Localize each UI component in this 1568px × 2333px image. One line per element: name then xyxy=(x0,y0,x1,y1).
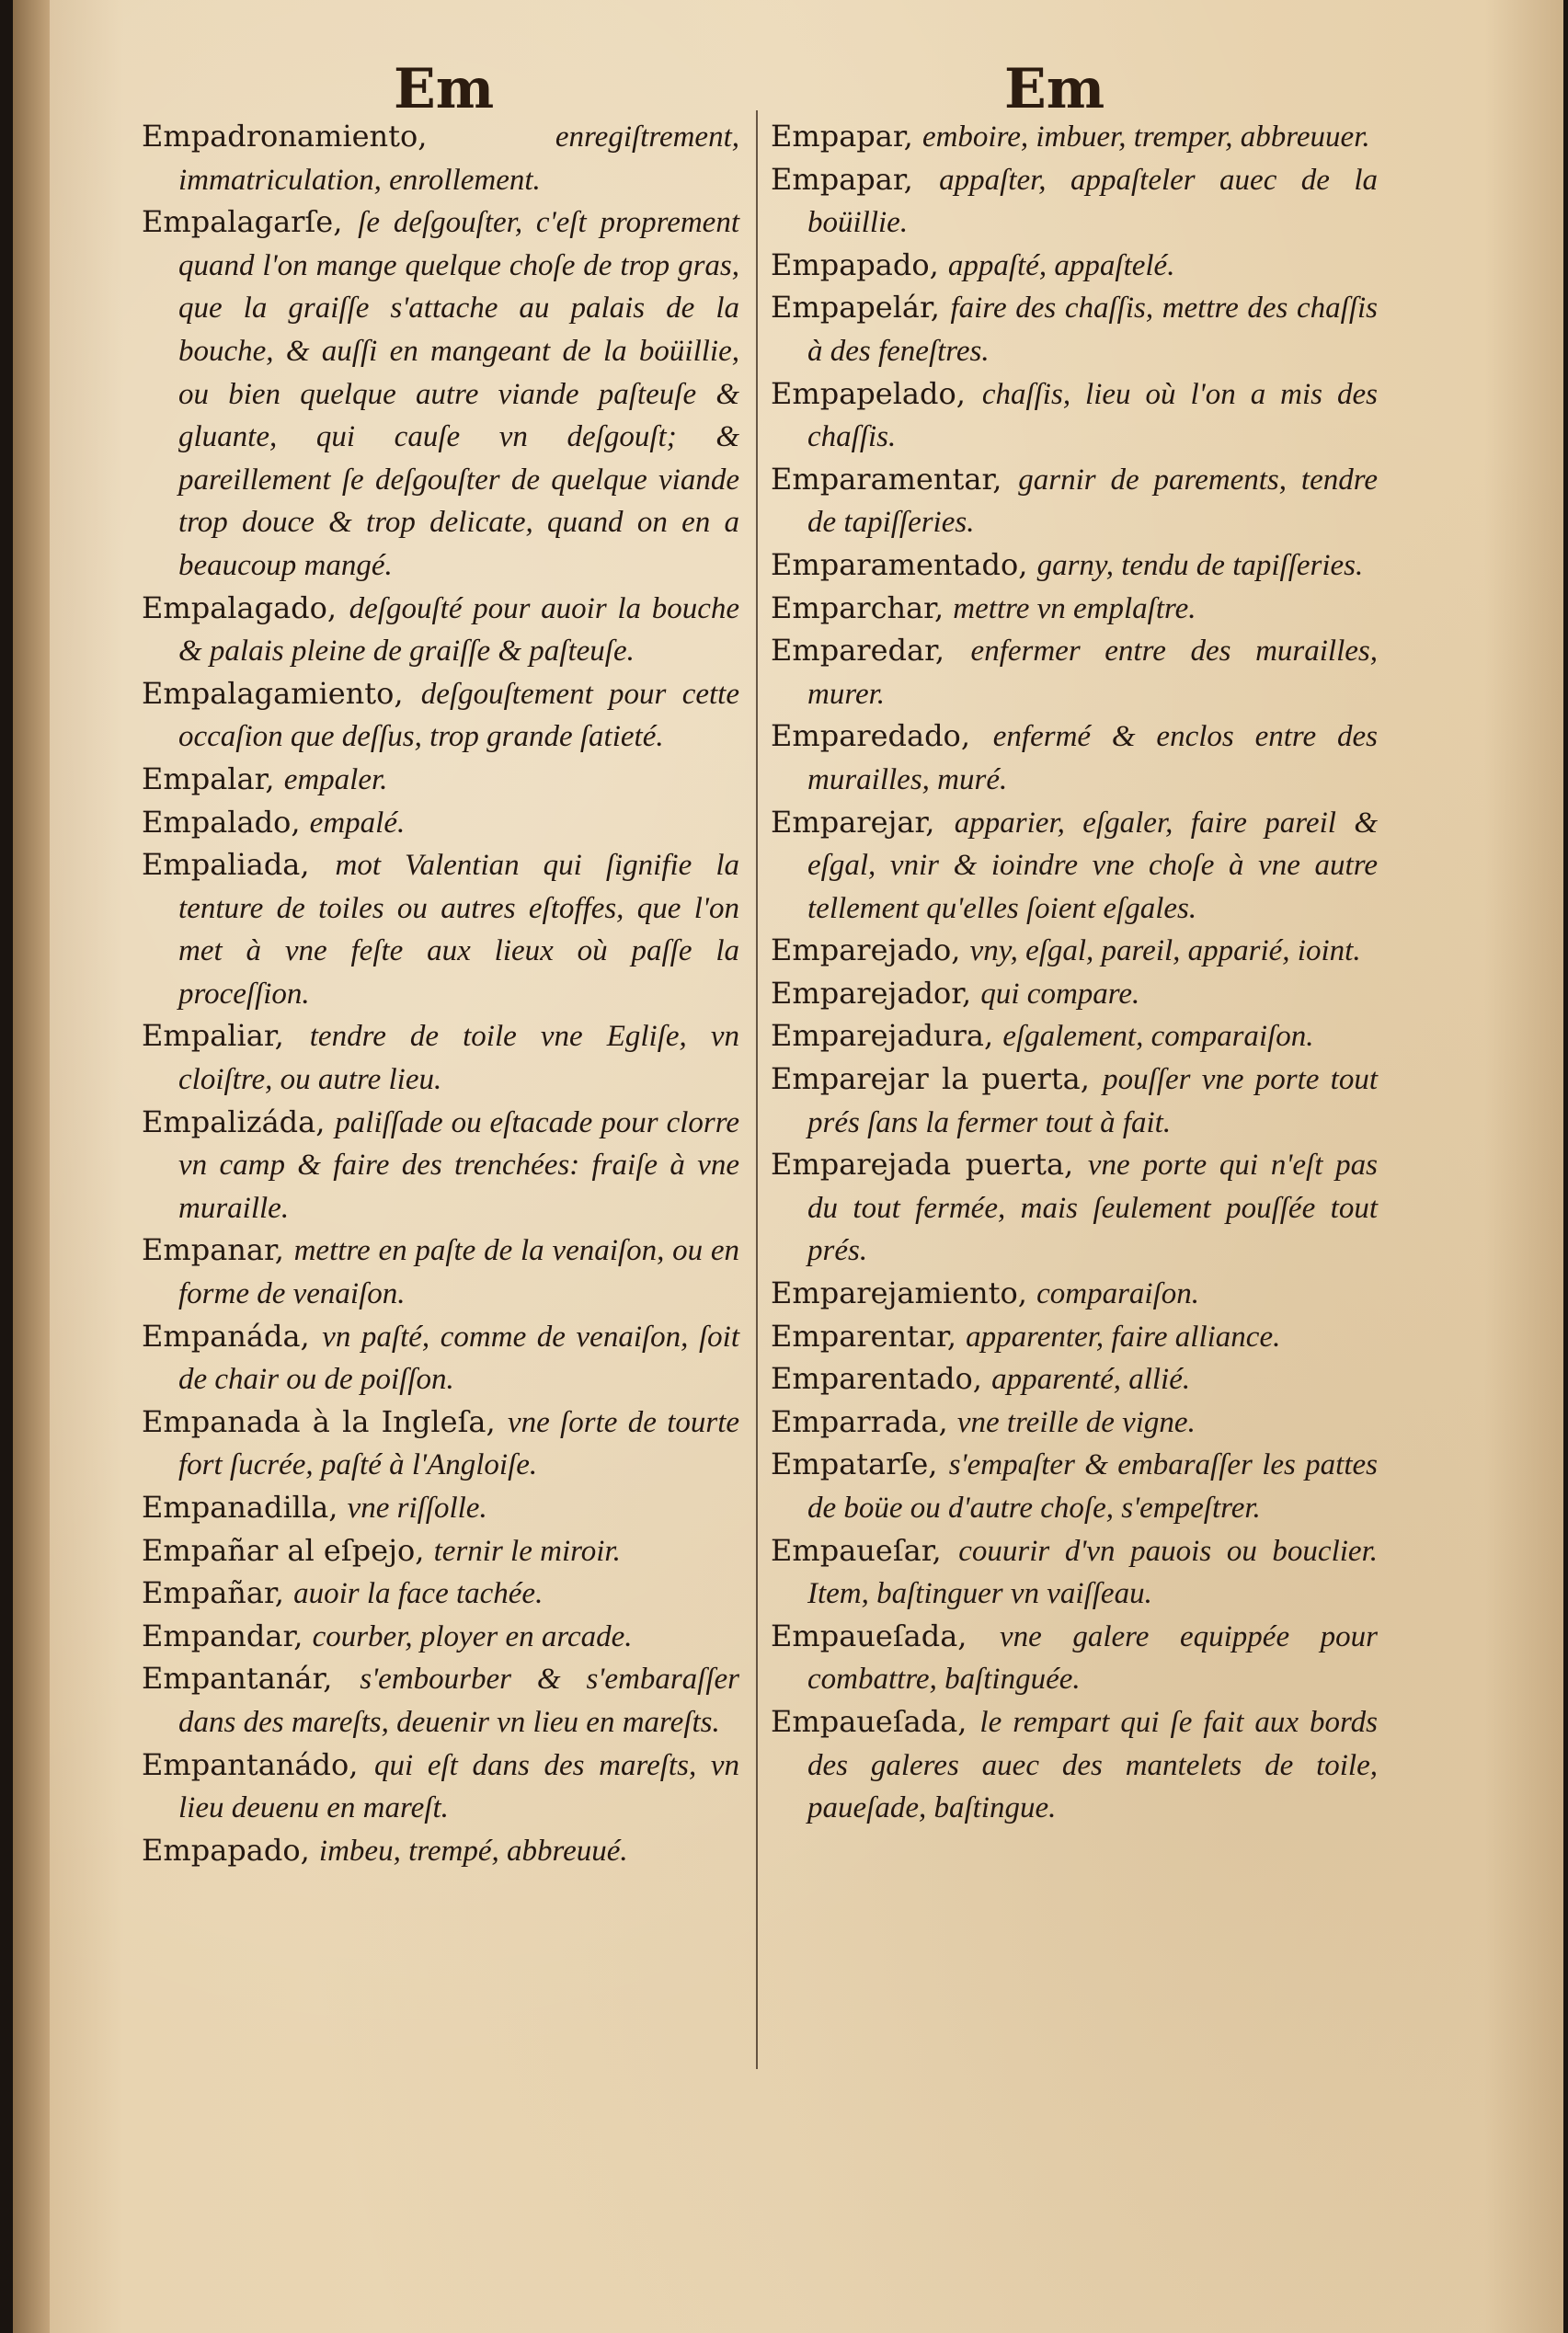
entry-definition: mettre vn emplaſtre. xyxy=(953,591,1196,625)
entry-headword: Emparchar xyxy=(771,589,934,625)
book-page xyxy=(13,0,1563,2333)
entry-definition: ſe deſgouſter, c'eſt proprement quand l'on mange quelque choſe de trop gras, que la graiſſe s'attache au palais de la bouche, & auſſi en mangeant de la boüillie, ou bien quelque autre viande paſteuſe & gluante, qui cauſe vn deſgouſt; & pareillement ſe deſgouſter de quelque viande trop douce & trop delicate, quand on en a beaucoup mangé. xyxy=(178,206,739,582)
entry-definition: eſgalement, comparaiſon. xyxy=(1002,1020,1314,1054)
entry-definition: auoir la face tachée. xyxy=(293,1577,544,1611)
entry-headword: Emparejar xyxy=(771,804,926,840)
entry-definition: mettre en paſte de la venaiſon, ou en forme de venaiſon. xyxy=(178,1234,739,1311)
entry-definition: appaſté, appaſtelé. xyxy=(947,248,1175,282)
entry-headword: Empantanár xyxy=(142,1661,324,1697)
entry-definition: qui compare. xyxy=(980,977,1140,1011)
entry-headword: Empanar xyxy=(142,1232,275,1268)
entry-definition: emboire, imbuer, tremper, abbreuuer. xyxy=(921,120,1370,154)
dictionary-entry: Emparrada, vne treille de vigne. xyxy=(771,1403,1196,1439)
entry-definition: ternir le miroir. xyxy=(433,1534,621,1568)
entry-headword: Empanada à la Ingleſa xyxy=(142,1403,486,1439)
entry-definition: vn paſté, comme de venaiſon, ſoit de chair ou de poiſſon. xyxy=(178,1320,740,1397)
entry-definition: empalé. xyxy=(309,806,406,840)
entry-headword: Emparamentado xyxy=(771,546,1019,582)
dictionary-entry: Empanáda, vn paſté, comme de venaiſon, ſoit de chair ou de poiſſon. xyxy=(142,1318,740,1397)
entry-definition: tendre de toile vne Egliſe, vn cloiſtre, ou autre lieu. xyxy=(178,1020,739,1097)
entry-definition: mot Valentian qui ſignifie la tenture de toiles ou autres eſtoffes, que l'on met à vne feſte aux lieux où paſſe la proceſſion. xyxy=(178,849,740,1011)
entry-definition: appaſter, appaſteler auec de la boüillie. xyxy=(807,163,1379,240)
entry-definition: imbeu, trempé, abbreuué. xyxy=(318,1834,628,1868)
dictionary-entry: Empanada à la Ingleſa, vne ſorte de tourte fort ſucrée, paſté à l'Angloiſe. xyxy=(142,1403,740,1482)
dictionary-entry: Emparedar, enfermer entre des murailles, murer. xyxy=(771,633,1378,711)
entry-headword: Empañar xyxy=(142,1575,275,1611)
entry-headword: Empalagado xyxy=(142,589,327,625)
dictionary-entry: Emparejar la puerta, pouſſer vne porte tout prés ſans la fermer tout à fait. xyxy=(771,1061,1379,1139)
entry-definition: vne porte qui n'eſt pas du tout fermée, mais ſeulement pouſſée tout prés. xyxy=(807,1149,1379,1268)
entry-headword: Empaliar xyxy=(142,1018,275,1054)
entry-headword: Empapelár xyxy=(771,290,931,326)
entry-headword: Empandar xyxy=(142,1618,294,1653)
dictionary-entry: Empañar al eſpejo, ternir le miroir. xyxy=(142,1532,621,1568)
entry-definition: deſgouſtement pour cette occaſion que deſſus, trop grande ſatieté. xyxy=(178,677,739,754)
entry-headword: Empantanádo xyxy=(142,1746,349,1782)
entry-headword: Empapelado xyxy=(771,375,956,411)
entry-headword: Empalagamiento xyxy=(142,675,395,711)
dictionary-entry: Empaueſada, vne galere equippée pour combattre, baſtinguée. xyxy=(771,1618,1379,1697)
entry-headword: Emparejar la puerta xyxy=(771,1061,1081,1097)
entry-headword: Empalado xyxy=(142,804,292,840)
dictionary-entry: Empalagado, deſgouſté pour auoir la bouche & palais pleine de graiſſe & paſteuſe. xyxy=(142,589,739,669)
dictionary-entry: Emparejado, vny, eſgal, pareil, apparié, ioint. xyxy=(771,932,1361,968)
entry-definition: enfermer entre des murailles, murer. xyxy=(807,635,1378,711)
right-column xyxy=(771,116,1378,1830)
entry-definition: vne ſorte de tourte fort ſucrée, paſté à l'Angloiſe. xyxy=(178,1405,740,1482)
entry-definition: apparenté, allié. xyxy=(991,1363,1191,1397)
dictionary-entry: Emparejada puerta, vne porte qui n'eſt pas du tout fermée, mais ſeulement pouſſée tout prés. xyxy=(771,1147,1379,1268)
dictionary-entry: Empapelado, chaſſis, lieu où l'on a mis des chaſſis. xyxy=(771,375,1378,454)
dictionary-entry: Empalar, empaler. xyxy=(142,761,388,796)
dictionary-entry: Empapado, appaſté, appaſtelé. xyxy=(771,246,1175,282)
entry-headword: Empaueſada xyxy=(771,1618,958,1653)
entry-headword: Emparamentar xyxy=(771,461,993,497)
entry-headword: Emparedado xyxy=(771,718,961,754)
dictionary-entry: Empaueſar, couurir d'vn pauois ou bouclier. Item, baſtinguer vn vaiſſeau. xyxy=(771,1532,1379,1611)
entry-headword: Empanáda xyxy=(142,1318,301,1354)
dictionary-entry: Empaueſada, le rempart qui ſe fait aux bords des galeres auec des mantelets de toile, paueſade, baſtingue. xyxy=(771,1703,1378,1825)
dictionary-entry: Empaliada, mot Valentian qui ſignifie la tenture de toiles ou autres eſtoffes, que l'on met à vne feſte aux lieux où paſſe la proceſſion. xyxy=(142,847,740,1011)
entry-headword: Emparentado xyxy=(771,1361,973,1397)
entry-headword: Empalar xyxy=(142,761,266,796)
entry-definition: courber, ployer en arcade. xyxy=(312,1619,633,1653)
entry-headword: Empaueſada xyxy=(771,1703,958,1739)
dictionary-entry: Empalizáda, paliſſade ou eſtacade pour clorre vn camp & faire des trenchées: fraiſe à vne muraille. xyxy=(142,1104,739,1225)
entry-headword: Emparentar xyxy=(771,1318,947,1354)
entry-headword: Emparrada xyxy=(771,1403,939,1439)
entry-definition: deſgouſté pour auoir la bouche & palais pleine de graiſſe & paſteuſe. xyxy=(178,591,739,669)
entry-definition: vne galere equippée pour combattre, baſtinguée. xyxy=(807,1619,1379,1697)
entry-definition: empaler. xyxy=(283,762,388,796)
dictionary-entry: Empapar, emboire, imbuer, tremper, abbreuuer. xyxy=(771,119,1370,154)
entry-definition: enregiſtrement, immatriculation, enrollement. xyxy=(178,120,739,197)
entry-definition: apparenter, faire alliance. xyxy=(966,1320,1281,1354)
entry-definition: garny, tendu de tapiſſeries. xyxy=(1036,548,1364,582)
dictionary-entry: Empantanádo, qui eſt dans des mareſts, vn lieu deuenu en mareſt. xyxy=(142,1746,740,1825)
dictionary-entry: Emparentar, apparenter, faire alliance. xyxy=(771,1318,1281,1354)
dictionary-entry: Empatarſe, s'empaſter & embaraſſer les pattes de boüe ou d'autre choſe, s'empeſtrer. xyxy=(771,1447,1378,1525)
entry-definition: paliſſade ou eſtacade pour clorre vn camp & faire des trenchées: fraiſe à vne muraille. xyxy=(178,1105,739,1225)
dictionary-entry: Empalado, empalé. xyxy=(142,804,406,840)
dictionary-entry: Empapado, imbeu, trempé, abbreuué. xyxy=(142,1832,628,1868)
entry-definition: s'empaſter & embaraſſer les pattes de boüe ou d'autre choſe, s'empeſtrer. xyxy=(807,1448,1378,1525)
entry-definition: vny, eſgal, pareil, apparié, ioint. xyxy=(969,934,1361,968)
entry-definition: vne treille de vigne. xyxy=(956,1405,1196,1439)
entry-definition: couurir d'vn pauois ou bouclier. Item, baſtinguer vn vaiſſeau. xyxy=(807,1534,1379,1611)
entry-definition: chaſſis, lieu où l'on a mis des chaſſis. xyxy=(807,377,1378,454)
entry-headword: Empaliada xyxy=(142,847,301,883)
entry-definition: garnir de parements, tendre de tapiſſeries. xyxy=(807,463,1378,540)
entry-definition: pouſſer vne porte tout prés ſans la fermer tout à fait. xyxy=(807,1063,1379,1139)
entry-definition: comparaiſon. xyxy=(1036,1277,1200,1311)
entry-definition: faire des chaſſis, mettre des chaſſis à des feneſtres. xyxy=(807,292,1378,368)
entry-definition: le rempart qui ſe fait aux bords des galeres auec des mantelets de toile, paueſade, baſtingue. xyxy=(807,1705,1378,1825)
entry-headword: Empaueſar xyxy=(771,1532,933,1568)
left-column xyxy=(142,116,739,1872)
dictionary-entry: Emparejadura, eſgalement, comparaiſon. xyxy=(771,1018,1314,1054)
entry-headword: Empatarſe xyxy=(771,1447,929,1482)
dictionary-entry: Emparchar, mettre vn emplaſtre. xyxy=(771,589,1196,625)
entry-headword: Empadronamiento xyxy=(142,119,418,154)
dictionary-entry: Empanadilla, vne riſſolle. xyxy=(142,1490,487,1525)
entry-headword: Empapado xyxy=(142,1832,301,1868)
entry-definition: apparier, eſgaler, faire pareil & eſgal, vnir & ioindre vne choſe à vne autre tellement qu'elles ſoient eſgales. xyxy=(807,806,1379,925)
entry-headword: Emparejado xyxy=(771,932,952,968)
entry-headword: Empapar xyxy=(771,119,904,154)
page-gutter-shadow xyxy=(13,0,50,2333)
dictionary-entry: Emparentado, apparenté, allié. xyxy=(771,1361,1191,1397)
entry-headword: Empalagarſe xyxy=(142,204,334,240)
entry-headword: Emparejador xyxy=(771,975,963,1011)
entry-definition: qui eſt dans des mareſts, vn lieu deuenu en mareſt. xyxy=(178,1748,740,1825)
entry-headword: Empanadilla xyxy=(142,1490,329,1525)
entry-definition: enfermé & enclos entre des murailles, muré. xyxy=(807,720,1379,796)
dictionary-entry: Empadronamiento, enregiſtrement, immatriculation, enrollement. xyxy=(142,119,739,197)
entry-headword: Empapar xyxy=(771,161,904,197)
dictionary-entry: Empapelár, faire des chaſſis, mettre des chaſſis à des feneſtres. xyxy=(771,290,1378,368)
entry-headword: Empañar al eſpejo xyxy=(142,1532,416,1568)
dictionary-entry: Empanar, mettre en paſte de la venaiſon, ou en forme de venaiſon. xyxy=(142,1232,739,1311)
entry-headword: Emparejada puerta xyxy=(771,1147,1065,1183)
dictionary-entry: Emparedado, enfermé & enclos entre des murailles, muré. xyxy=(771,718,1379,796)
dictionary-entry: Empañar, auoir la face tachée. xyxy=(142,1575,544,1611)
dictionary-entry: Empaliar, tendre de toile vne Egliſe, vn cloiſtre, ou autre lieu. xyxy=(142,1018,739,1097)
running-header-right: Em xyxy=(1004,57,1105,121)
dictionary-entry: Empandar, courber, ployer en arcade. xyxy=(142,1618,633,1653)
entry-headword: Empalizáda xyxy=(142,1104,316,1139)
entry-definition: vne riſſolle. xyxy=(347,1492,487,1525)
entry-headword: Empapado xyxy=(771,246,930,282)
dictionary-entry: Empapar, appaſter, appaſteler auec de la boüillie. xyxy=(771,161,1379,240)
entry-definition: s'embourber & s'embaraſſer dans des mareſts, deuenir vn lieu en mareſts. xyxy=(178,1663,739,1739)
dictionary-entry: Emparamentar, garnir de parements, tendre de tapiſſeries. xyxy=(771,461,1378,540)
dictionary-entry: Emparejamiento, comparaiſon. xyxy=(771,1275,1200,1311)
dictionary-entry: Empalagamiento, deſgouſtement pour cette occaſion que deſſus, trop grande ſatieté. xyxy=(142,675,739,754)
dictionary-entry: Empantanár, s'embourber & s'embaraſſer dans des mareſts, deuenir vn lieu en mareſts. xyxy=(142,1661,739,1739)
entry-headword: Emparejadura xyxy=(771,1018,984,1054)
column-divider xyxy=(756,110,758,2069)
dictionary-entry: Emparejar, apparier, eſgaler, faire pareil & eſgal, vnir & ioindre vne choſe à vne autre tellement qu'elles ſoient eſgales. xyxy=(771,804,1379,925)
dictionary-entry: Emparejador, qui compare. xyxy=(771,975,1140,1011)
entry-headword: Emparejamiento xyxy=(771,1275,1018,1311)
dictionary-entry: Emparamentado, garny, tendu de tapiſſeries. xyxy=(771,546,1364,582)
dictionary-entry: Empalagarſe, ſe deſgouſter, c'eſt proprement quand l'on mange quelque choſe de trop gras, que la graiſſe s'attache au palais de la bouche, & auſſi en mangeant de la boüillie, ou bien quelque autre viande paſteuſe & gluante, qui cauſe vn deſgouſt; & pareillement ſe deſgouſter de quelque viande trop douce & trop delicate, quand on en a beaucoup mangé. xyxy=(142,204,739,582)
entry-headword: Emparedar xyxy=(771,633,935,669)
running-header-left: Em xyxy=(394,57,495,121)
